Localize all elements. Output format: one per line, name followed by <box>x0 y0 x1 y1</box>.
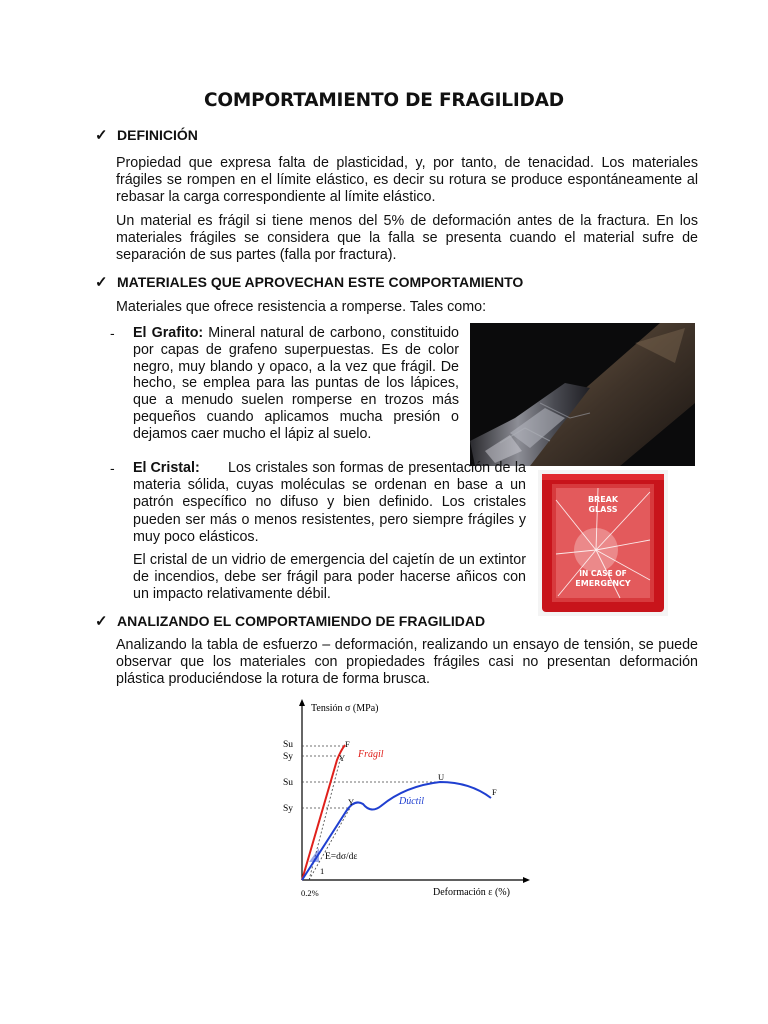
section-heading-materiales <box>95 273 523 291</box>
term-cristal: El Cristal: <box>133 460 200 476</box>
point-u: U <box>438 772 445 782</box>
glass-sign-line-4: EMERGENCY <box>575 579 631 588</box>
check-icon: ✓ <box>95 613 108 630</box>
stress-strain-svg <box>275 698 535 902</box>
tick-su-ductil: Su <box>283 778 294 788</box>
cristal-extra-paragraph: El cristal de un vidrio de emergencia del cajetín de un extintor de incendios, debe ser frágil para poder hacerse añicos con un impacto relativamente débil. <box>133 552 526 602</box>
definicion-paragraph-1: Propiedad que expresa falta de plasticidad, y, por tanto, de tenacidad. Los materiales frágiles se rompen en el límite elástico, es decir su rotura se produce espontáneamente al rebasar la carga correspondiente al límite elástico. <box>116 155 698 205</box>
offset-line-ductil <box>309 808 350 880</box>
x-axis-label: Deformación ε (%) <box>433 887 510 898</box>
page-title: COMPORTAMIENTO DE FRAGILIDAD <box>204 90 564 111</box>
glass-sign-line-2: GLASS <box>588 505 618 514</box>
point-f-ductil: F <box>492 787 497 797</box>
tick-sy-ductil: Sy <box>283 804 294 814</box>
point-y-ductil: Y <box>348 797 355 807</box>
emergency-glass-box-image <box>538 470 668 616</box>
point-y-fragil: Y <box>339 753 346 763</box>
slope-label: 1 <box>320 866 325 876</box>
ductil-label: Dúctil <box>399 796 424 807</box>
section-heading-label: DEFINICIÓN <box>117 127 198 143</box>
materiales-intro: Materiales que ofrece resistencia a romperse. Tales como: <box>116 299 487 315</box>
modulus-label: E=dσ/dε <box>325 852 358 862</box>
stress-strain-diagram <box>275 698 535 902</box>
origin-label: 0.2% <box>301 888 319 898</box>
pencil-tip-image <box>470 323 695 466</box>
tick-sy-fragil: Sy <box>283 752 294 762</box>
list-item-cristal: Los cristales son formas de presentación de la materia sólida, cuyas moléculas se ordenan en base a un patrón específico no difuso y bien definido. Los cristales pueden ser más o menos resistentes, pero siempre frágiles y muy poco elásticos. <box>133 460 526 545</box>
fragil-label: Frágil <box>358 749 384 760</box>
section-heading-label: MATERIALES QUE APROVECHAN ESTE COMPORTAMIENTO <box>117 274 524 290</box>
glass-sign-line-1: BREAK <box>587 495 619 504</box>
point-f-fragil: F <box>345 739 350 749</box>
section-heading-label: ANALIZANDO EL COMPORTAMIENDO DE FRAGILIDAD <box>117 613 486 629</box>
pencil-illustration <box>470 323 695 466</box>
x-axis-arrow <box>523 877 530 883</box>
section-heading-analisis <box>95 612 485 630</box>
emergency-box-illustration <box>538 470 668 616</box>
section-heading-definicion <box>95 126 198 144</box>
bullet-dash: - <box>110 325 115 341</box>
check-icon: ✓ <box>95 274 108 291</box>
tick-su-fragil: Su <box>283 740 294 750</box>
analisis-paragraph: Analizando la tabla de esfuerzo – deformación, realizando un ensayo de tensión, se puede observar que los materiales con propiedades frágiles casi no presentan deformación plástica produciéndose la rotura de forma brusca. <box>116 637 698 687</box>
term-grafito: El Grafito: <box>133 325 204 341</box>
list-item-grafito <box>133 325 459 443</box>
glass-sign-line-3: IN CASE OF <box>579 569 627 578</box>
y-axis-arrow <box>299 699 305 706</box>
definicion-paragraph-2: Un material es frágil si tiene menos del 5% de deformación antes de la fractura. En los materiales frágiles se considera que la falla se presenta cuando el material sufre de separación de sus partes (falla por fractura). <box>116 213 698 263</box>
text-grafito: Mineral natural de carbono, constituido por capas de grafeno superpuestas. Es de color negro, muy blando y opaco, a la vez que frágil. De hecho, se emplea para las puntas de los lápices, que a menudo suelen romperse en trozos más pequeños cuando aplicamos mucha presión o dejamos caer mucho el lápiz al suelo. <box>133 325 460 442</box>
y-axis-label: Tensión σ (MPa) <box>311 703 379 714</box>
bullet-dash: - <box>110 460 115 476</box>
check-icon: ✓ <box>95 127 108 144</box>
